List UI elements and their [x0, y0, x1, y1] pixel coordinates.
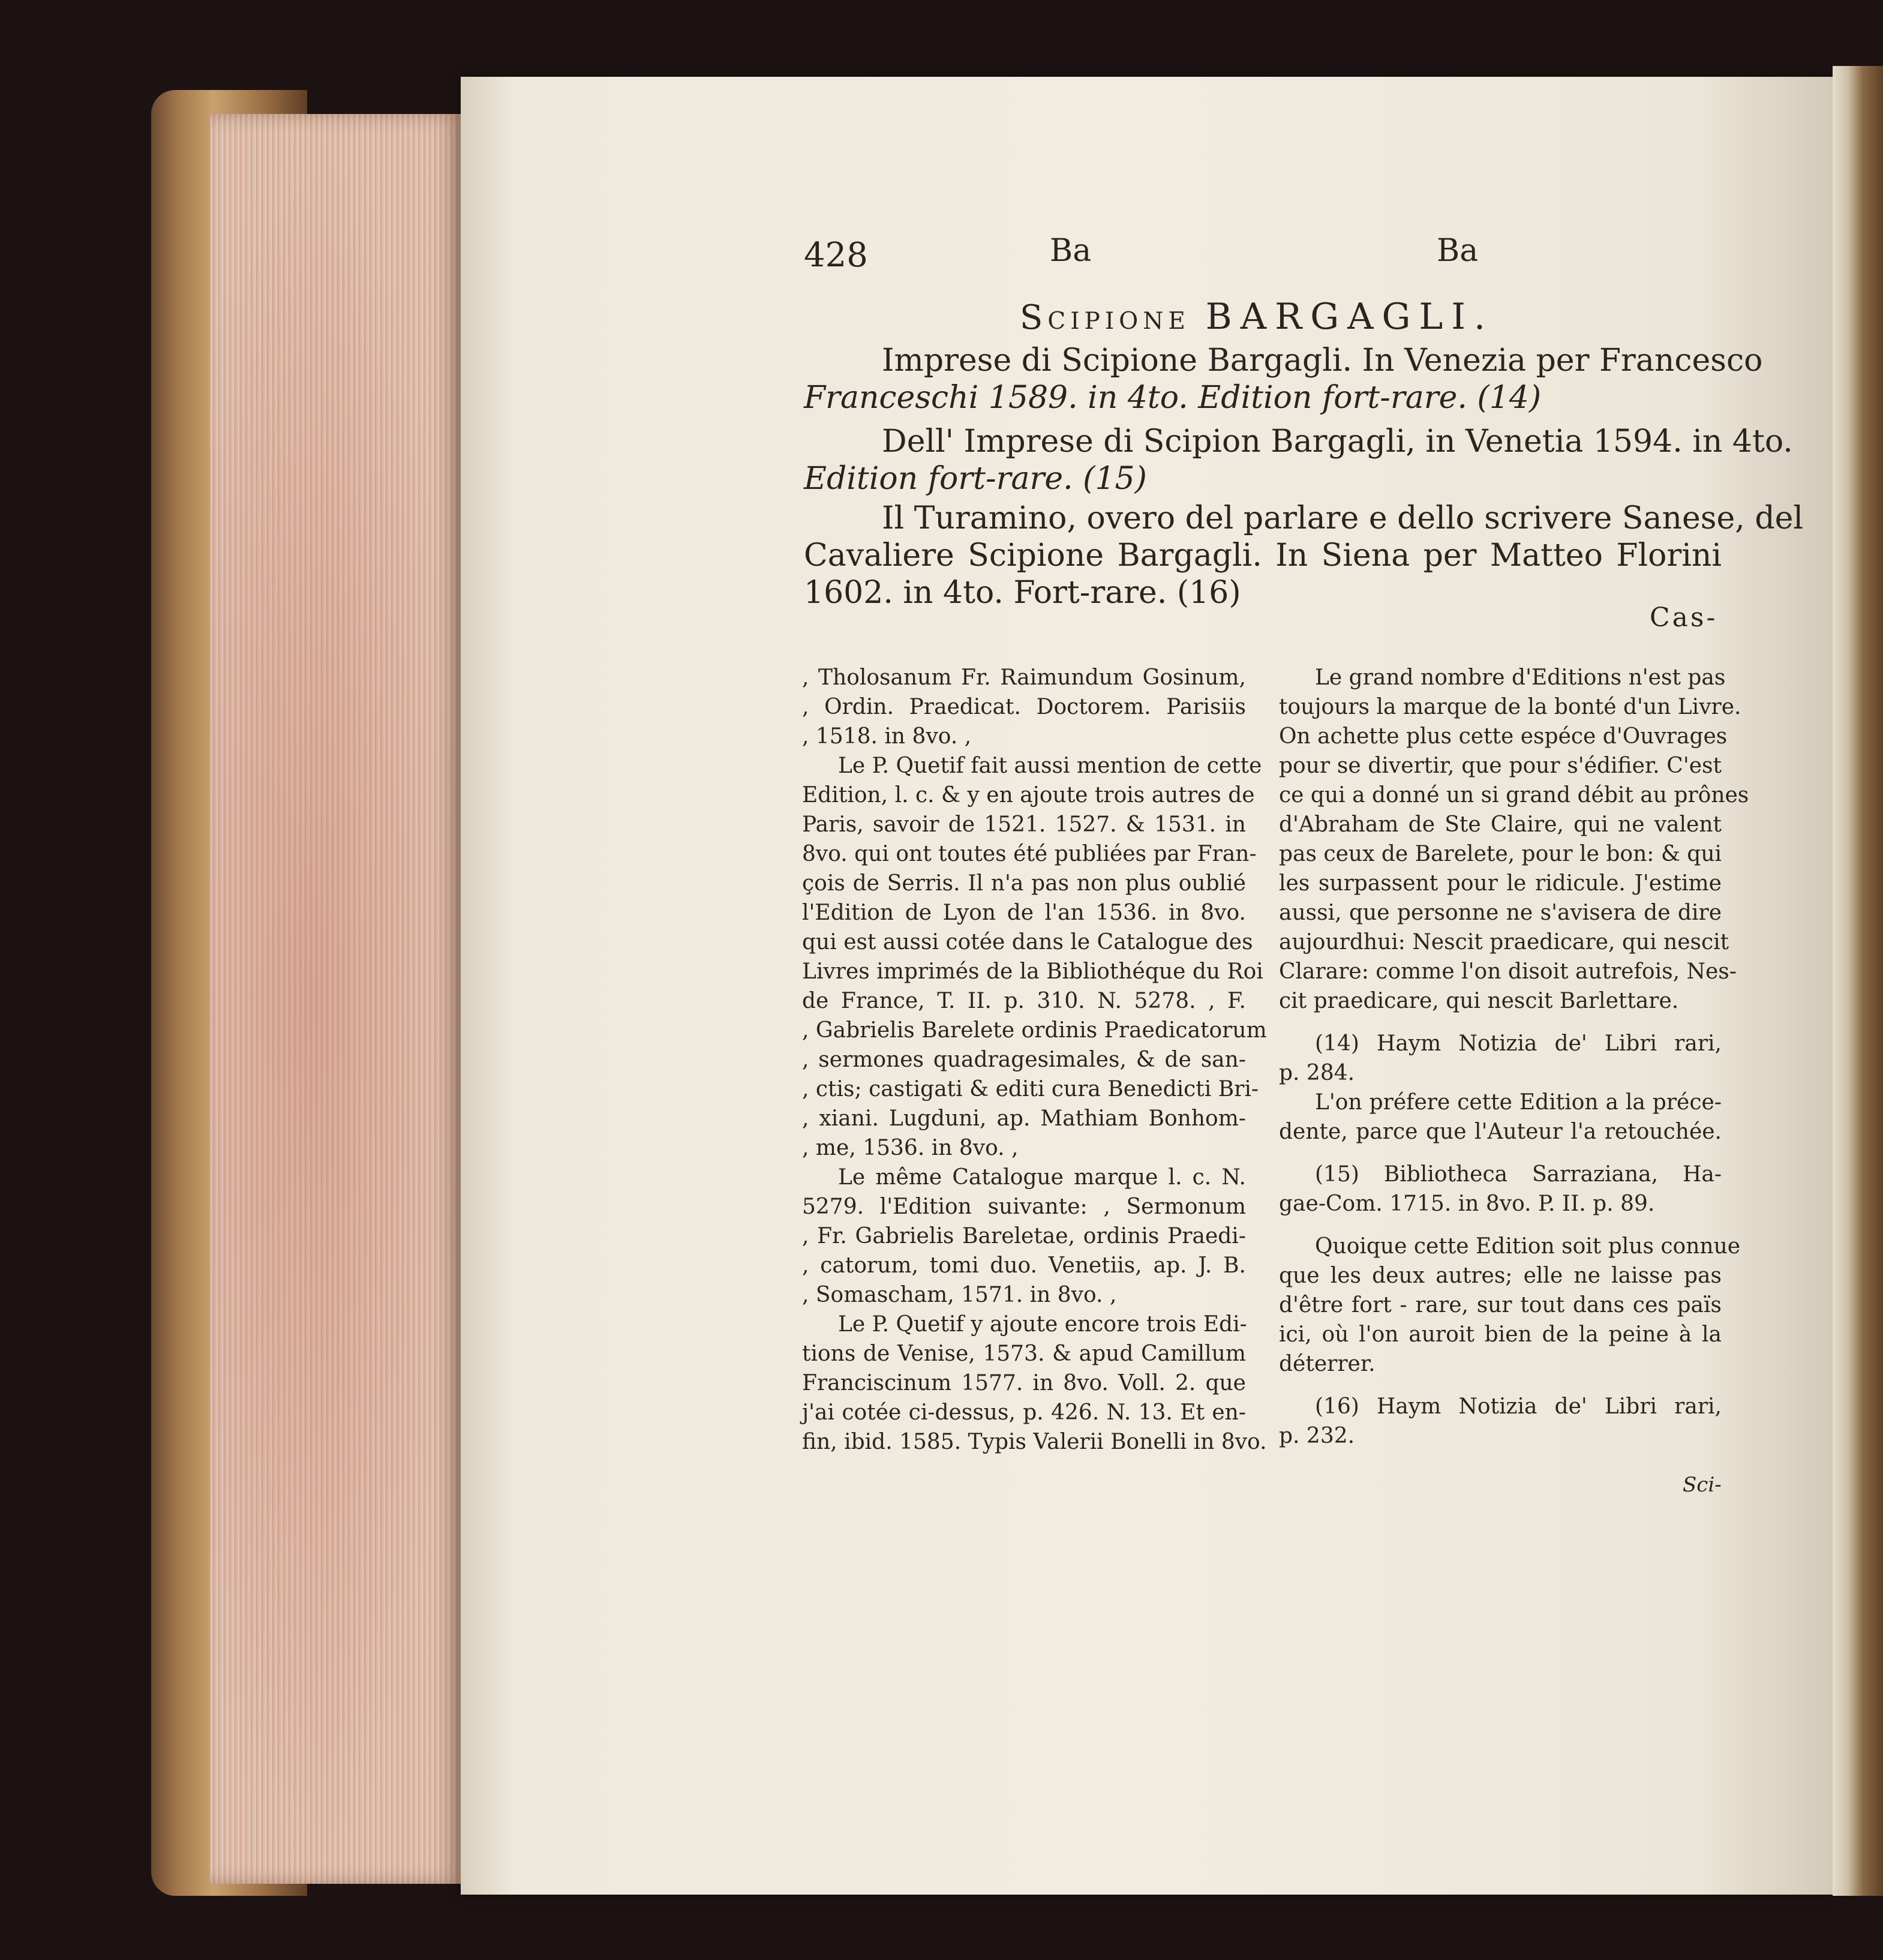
text-line: pas ceux de Barelete, pour le bon: & qui	[1279, 842, 1722, 866]
title-surname: BARGAGLI.	[1205, 296, 1494, 338]
text-line: , Ordin. Praedicat. Doctorem. Parisiis	[802, 695, 1246, 719]
text-line: , Fr. Gabrielis Bareletae, ordinis Praedi-	[802, 1224, 1246, 1248]
text-line: , ctis; castigati & editi cura Benedicti Bri-	[802, 1077, 1259, 1101]
catchword-cas: Cas-	[1650, 602, 1718, 633]
footnote-column-left	[802, 663, 1267, 1457]
text-line: 8vo. qui ont toutes été publiées par Fran-	[802, 842, 1257, 866]
text-line: , Somascham, 1571. in 8vo. ,	[802, 1283, 1117, 1307]
entry-paragraph-3	[804, 500, 1804, 611]
text-line: On achette plus cette espéce d'Ouvrages	[1279, 724, 1728, 749]
text-line: çois de Serris. Il n'a pas non plus oublié	[802, 871, 1246, 896]
text-line: Imprese di Scipione Bargagli. In Venezia per Francesco	[882, 343, 1763, 379]
text-line: Edition fort-rare. (15)	[804, 461, 1147, 497]
page-edges	[210, 114, 462, 1884]
text-line: Dell' Imprese di Scipion Bargagli, in Venetia 1594. in 4to.	[882, 424, 1793, 460]
text-line: Clarare: comme l'on disoit autrefois, Nes-	[1279, 959, 1737, 984]
text-line: fin, ibid. 1585. Typis Valerii Bonelli in 8vo.	[802, 1430, 1267, 1454]
text-line: 1602. in 4to. Fort-rare. (16)	[804, 575, 1241, 611]
page-number: 428	[804, 236, 868, 275]
text-line: Edition, l. c. & y en ajoute trois autres de	[802, 783, 1255, 808]
text-line: Quoique cette Edition soit plus connue	[1315, 1234, 1741, 1259]
text-line: (14) Haym Notizia de' Libri rari,	[1315, 1031, 1722, 1056]
text-line: Le même Catalogue marque l. c. N.	[838, 1165, 1246, 1190]
text-line: p. 232.	[1279, 1424, 1355, 1448]
footnote-column-right	[1279, 663, 1749, 1451]
text-line: Le grand nombre d'Editions n'est pas	[1315, 665, 1726, 690]
text-line: Il Turamino, overo del parlare e dello scrivere Sanese, del	[882, 500, 1804, 536]
entry-paragraph-1	[804, 342, 1763, 416]
text-line: ce qui a donné un si grand débit au prônes	[1279, 783, 1749, 808]
text-line: aujourdhui: Nescit praedicare, qui nescit	[1279, 930, 1729, 955]
text-line: aussi, que personne ne s'avisera de dire	[1279, 901, 1722, 925]
text-line: , sermones quadragesimales, & de san-	[802, 1047, 1246, 1072]
text-line: , 1518. in 8vo. ,	[802, 724, 972, 749]
catchword-sci: Sci-	[1683, 1473, 1722, 1497]
text-line: toujours la marque de la bonté d'un Livre.	[1279, 695, 1741, 719]
text-line: déterrer.	[1279, 1352, 1376, 1376]
text-line: 5279. l'Edition suivante: , Sermonum	[802, 1194, 1246, 1219]
text-line: d'être fort - rare, sur tout dans ces païs	[1279, 1293, 1722, 1317]
running-head-left: Ba	[1050, 233, 1092, 269]
text-line: les surpassent pour le ridicule. J'estime	[1279, 871, 1722, 896]
text-line: Franceschi 1589. in 4to. Edition fort-rare. (14)	[804, 380, 1542, 416]
text-line: (16) Haym Notizia de' Libri rari,	[1315, 1394, 1722, 1419]
text-line: , Gabrielis Barelete ordinis Praedicatorum	[802, 1018, 1267, 1043]
text-line: gae-Com. 1715. in 8vo. P. II. p. 89.	[1279, 1191, 1655, 1216]
text-line: ici, où l'on auroit bien de la peine à la	[1279, 1322, 1722, 1347]
text-line: j'ai cotée ci-dessus, p. 426. N. 13. Et en-	[802, 1400, 1246, 1425]
text-line: , catorum, tomi duo. Venetiis, ap. J. B.	[802, 1253, 1246, 1278]
text-line: , Tholosanum Fr. Raimundum Gosinum,	[802, 665, 1246, 690]
text-line: d'Abraham de Ste Claire, qui ne valent	[1279, 812, 1722, 837]
text-line: qui est aussi cotée dans le Catalogue des	[802, 930, 1253, 955]
text-line: (15) Bibliotheca Sarraziana, Ha-	[1315, 1162, 1722, 1187]
text-line: Franciscinum 1577. in 8vo. Voll. 2. que	[802, 1371, 1246, 1395]
entry-title	[1020, 296, 1494, 338]
text-line: dente, parce que l'Auteur l'a retouchée.	[1279, 1119, 1722, 1144]
text-line: p. 284.	[1279, 1061, 1355, 1085]
text-line: cit praedicare, qui nescit Barlettare.	[1279, 989, 1679, 1013]
entry-paragraph-2	[804, 423, 1793, 497]
text-line: Paris, savoir de 1521. 1527. & 1531. in	[802, 812, 1246, 837]
text-line: que les deux autres; elle ne laisse pas	[1279, 1263, 1722, 1288]
text-line: l'Edition de Lyon de l'an 1536. in 8vo.	[802, 901, 1246, 925]
title-first-name: Scipione	[1020, 298, 1190, 337]
text-line: Le P. Quetif y ajoute encore trois Edi-	[838, 1312, 1247, 1337]
running-head-right: Ba	[1437, 233, 1479, 269]
text-line: Cavaliere Scipione Bargagli. In Siena per Matteo Florini	[804, 538, 1722, 574]
book-cover-right	[1833, 66, 1883, 1896]
text-line: , xiani. Lugduni, ap. Mathiam Bonhom-	[802, 1106, 1246, 1131]
text-line: Livres imprimés de la Bibliothéque du Roi	[802, 959, 1263, 984]
text-line: pour se divertir, que pour s'édifier. C'est	[1279, 754, 1722, 778]
text-line: de France, T. II. p. 310. N. 5278. , F.	[802, 989, 1246, 1013]
text-line: tions de Venise, 1573. & apud Camillum	[802, 1341, 1246, 1366]
text-line: , me, 1536. in 8vo. ,	[802, 1136, 1019, 1160]
text-line: Le P. Quetif fait aussi mention de cette	[838, 754, 1262, 778]
text-line: L'on préfere cette Edition a la préce-	[1315, 1090, 1722, 1115]
